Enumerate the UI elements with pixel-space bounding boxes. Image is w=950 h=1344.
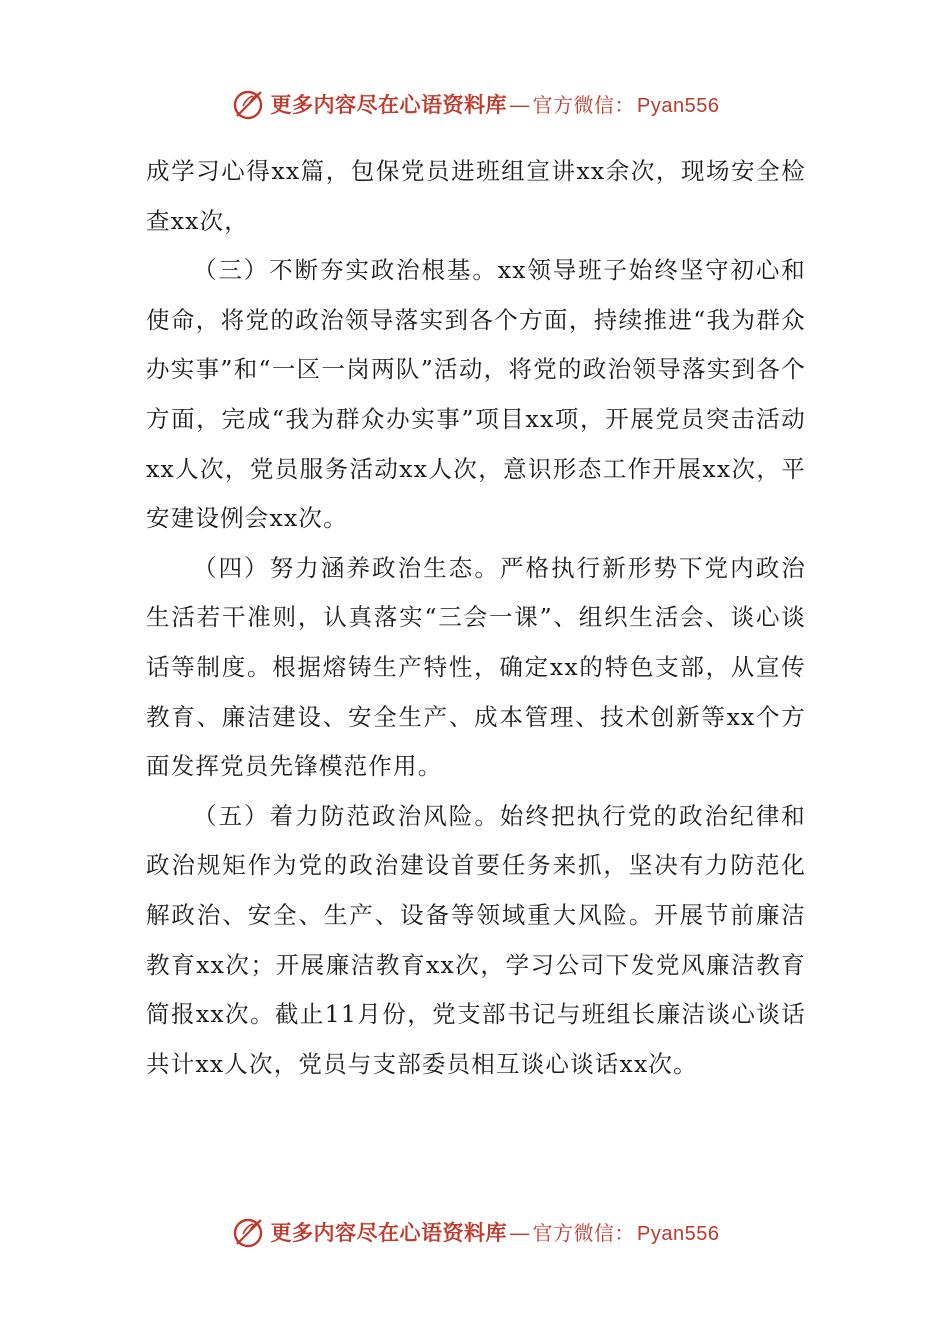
document-body (146, 147, 806, 1089)
banner-dash: — (509, 1221, 531, 1245)
banner-text (271, 1217, 720, 1247)
banner-dash: — (509, 93, 531, 117)
quill-logo-icon (231, 1214, 267, 1250)
banner-official-label: 官方微信： (532, 93, 636, 117)
banner-wechat-id: Pyan556 (637, 1223, 720, 1245)
paragraph-section-3: （三）不断夯实政治根基。xx领导班子始终坚守初心和使命，将党的政治领导落实到各个方面，持续推进“我为群众办实事”和“一区一岗两队”活动，将党的政治领导落实到各个方面，完成“我为群众办实事”项目xx项，开展党员突击活动xx人次，党员服务活动xx人次，意识形态工作开展xx次，平安建设例会xx次。 (146, 256, 806, 533)
banner-brand: 更多内容尽在心语资料库 (270, 1220, 508, 1245)
banner-brand: 更多内容尽在心语资料库 (270, 92, 508, 117)
paragraph-section-5: （五）着力防范政治风险。始终把执行党的政治纪律和政治规矩作为党的政治建设首要任务来抓，坚决有力防范化解政治、安全、生产、设备等领域重大风险。开展节前廉洁教育xx次；开展廉洁教育xx次，学习公司下发党风廉洁教育简报xx次。截止11月份，党支部书记与班组长廉洁谈心谈话共计xx人次，党员与支部委员相互谈心谈话xx次。 (146, 801, 806, 1078)
paragraph-continuation: 成学习心得xx篇，包保党员进班组宣讲xx余次，现场安全检查xx次， (146, 157, 806, 235)
header-watermark-banner (0, 84, 950, 124)
banner-wechat-id: Pyan556 (637, 95, 720, 117)
footer-watermark-banner (0, 1212, 950, 1252)
banner-text (271, 89, 720, 119)
banner-official-label: 官方微信： (532, 1221, 636, 1245)
quill-logo-icon (231, 86, 267, 122)
paragraph-section-4: （四）努力涵养政治生态。严格执行新形势下党内政治生活若干准则，认真落实“三会一课”、组织生活会、谈心谈话等制度。根据熔铸生产特性，确定xx的特色支部，从宣传教育、廉洁建设、安全生产、成本管理、技术创新等xx个方面发挥党员先锋模范作用。 (146, 553, 806, 781)
